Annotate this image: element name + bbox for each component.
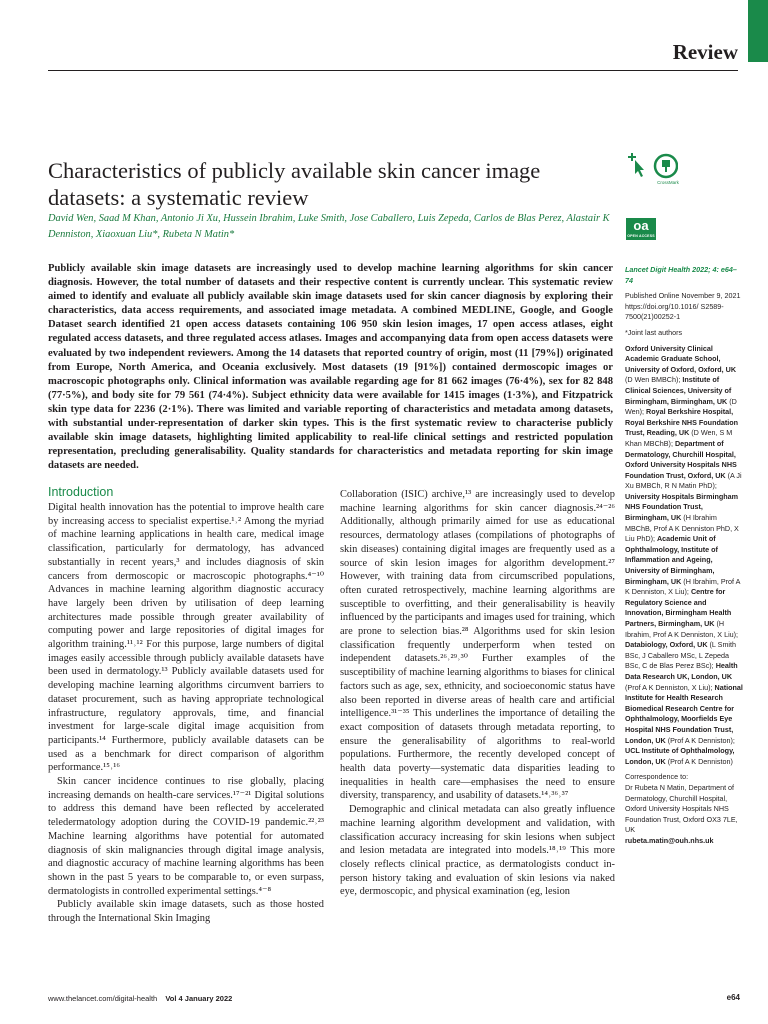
abstract: Publicly available skin image datasets are increasingly used to develop machine learning algorithms for skin cancer diagnosis. However, the total number of datasets and their respective content is currently unclear. This systematic review aimed to identify and evaluate all publicly available skin image datasets used for skin cancer diagnosis by exploring their characteristics, data access requirements, and associated image metadata. A combined MEDLINE, Google, and Google Dataset search identified 21 open access datasets containing 106 950 skin lesion images, 17 open access atlases, eight regulated access datasets, and three regulated access atlases. Images and accompanying data from open access datasets were evaluated by two independent reviewers. Among the 14 datasets that reported country of origin, most (11 [79%]) originated from Europe, North America, and Oceania exclusively. Most datasets (19 [91%]) contained dermoscopic images or macroscopic photographs only. Clinical information was available regarding age for 81 662 images (76·4%), sex for 82 848 (77·5%), and body site for 79 561 (74·4%). Subject ethnicity data were available for 1415 images (1·3%), and Fitzpatrick skin type data for 2236 (2·1%). There was limited and variable reporting of characteristics and metadata among datasets, with substantial under-representation of darker skin types. This is the first systematic review to characterise publicly available skin image datasets, highlighting limited applicability to real-life clinical settings and restricted population representation, precluding generalisability. Quality standards for characteristics and metadata reporting for skin image datasets are needed. (48, 263, 613, 472)
section-heading-introduction: Introduction (48, 485, 114, 499)
crossmark-label: CrossMark (657, 180, 679, 185)
correspondence-address: Dr Rubeta N Matin, Department of Dermatology, Churchill Hospital, Oxford University Hospitals NHS Foundation Trust, Oxford OX3 7LE, UK (625, 782, 738, 835)
correspondence-label: Correspondence to: (625, 772, 689, 782)
footer-journal (48, 994, 232, 1003)
affiliation-people: (Prof A K Denniston); (665, 735, 735, 745)
affiliation-people: (H Ibrahim MBChB, Prof A K Denniston PhD, X Liu PhD); (625, 513, 739, 544)
header-rule (48, 70, 738, 71)
page-number: e64 (726, 993, 740, 1002)
article-title: Characteristics of publicly available skin cancer image datasets: a systematic review (48, 158, 541, 210)
affiliation-people: (D Wen, S M Khan MBChB); (625, 428, 733, 448)
affiliation-name: Oxford University Clinical Academic Graduate School, University of Oxford, Oxford, UK (625, 343, 737, 374)
footer-url[interactable]: www.thelancet.com/digital-health (48, 994, 158, 1003)
affiliation-name: Department of Dermatology, Churchill Hospital, Oxford University Hospitals NHS Foundation Trust, Oxford, UK (625, 438, 737, 480)
affiliation-people: (H Ibrahim, Prof A K Denniston, X Liu); (625, 619, 739, 639)
affiliations (625, 344, 743, 768)
affiliation-name: Databiology, Oxford, UK (625, 640, 708, 650)
section-label: Review (672, 40, 738, 64)
crossmark-icon[interactable] (626, 152, 678, 192)
correspondence-email[interactable]: rubeta.matin@ouh.nhs.uk (625, 835, 714, 845)
body-column-1 (48, 485, 324, 926)
affiliation-people: (Prof A K Denniston) (665, 756, 733, 766)
affiliation-name: University Hospitals Birmingham NHS Foundation Trust, Birmingham, UK (625, 491, 739, 523)
body-paragraph: Collaboration (ISIC) archive,¹³ are increasingly used to develop machine learning algorithms for skin cancer diagnosis.²⁴⁻²⁶ Additionally, although primarily aimed for use as educational resources, dermatology atlases (compilations of photographs of skin diseases) containing digital images are frequently used as a source of skin lesion images for algorithm development.²⁷ However, with training data from circumscribed populations, often curated retrospectively, machine learning algorithms are susceptible to overfitting, and their generalisability is heavily influenced by the participants and images used for training, which are prone to selection bias.²⁸ Algorithms used for skin lesion classification frequently underperform when tested on independent datasets.²⁶˒²⁹˒³⁰ Further examples of the susceptibility of machine learning algorithms to biases for clinical factors such as age, sex, ethnicity, and socioeconomic status have also been reported in diverse areas of health care and artificial intelligence.³¹⁻³⁵ This underlines the importance of detailing the exact composition of datasets through metadata reporting, to ensure the generalisability of algorithms to real-world populations. Furthermore, the recently developed concept of health data poverty—systematic data disparities leading to inequalities in health care—emphasises the need to ensure diversity, transparency, and usability of datasets.¹⁴˒³⁶˒³⁷ (340, 489, 615, 802)
affiliation-people: (D Wen BMBCh); (625, 375, 681, 385)
affiliation-people: (A Ji Xu BMBCh, R N Matin PhD); (625, 470, 742, 491)
affiliation-name: Centre for Regulatory Science and Innovation, Birmingham Health Partners, Birmingham, UK (625, 587, 732, 628)
affiliation-people: (H Ibrahim, Prof A K Denniston, X Liu); (625, 576, 741, 597)
footer-volume: Vol 4 January 2022 (165, 994, 233, 1003)
publication-info: Published Online November 9, 2021 https://doi.org/10.1016/ S2589-7500(21)00252-1 (625, 291, 741, 322)
affiliation-name: Health Data Research UK, London, UK (625, 661, 738, 681)
body-column-2 (340, 488, 615, 899)
oa-text: oa (633, 218, 649, 233)
affiliation-name: UCL Institute of Ophthalmology, London, UK (625, 746, 735, 766)
open-access-badge (626, 218, 656, 240)
body-paragraph: Digital health innovation has the potential to improve health care by increasing access to specialist expertise.¹˒² Among the myriad of machine learning applications in health care, medical image classification, particularly for dermatology, has advanced substantially in recent years,³ and includes diagnosis of skin cancers from dermoscopic or macroscopic photographs.⁴⁻¹⁰ Advances in machine learning algorithm diagnostic accuracy have largely been driven by utilisation of deep learning architectures made possible through greater availability of computing power and large repositories of digital images for algorithm training.¹¹˒¹² For this purpose, large numbers of digital images easily accessible through publicly available datasets have been used in dermatology.¹³ Publicly available datasets used for developing machine learning algorithms circumvent barriers to dataset procurement, such as having appropriate technological infrastructure, regulatory approvals, time, and financial investment for large-scale digital image acquisition from participants.¹⁴ Furthermore, publicly available datasets can be used as a benchmark for direct comparison of algorithm performance.¹⁵˒¹⁶ (48, 502, 324, 774)
joint-authors-note: *Joint last authors (625, 327, 683, 337)
affiliation-people: (L Smith BSc, J Caballero MSc, L Zepeda BSc, C de Blas Perez BSc); (625, 640, 737, 671)
section-color-tab (748, 0, 768, 62)
journal-citation: Lancet Digit Health 2022; 4: e64–74 (625, 265, 737, 285)
affiliation-name: Academic Unit of Ophthalmology, Institute of Inflammation and Ageing, University of Birmingham, Birmingham, UK (625, 534, 718, 586)
affiliation-name: National Institute for Health Research Biomedical Research Centre for Ophthalmology, Moorfields Eye Hospital NHS Foundation Trust, London, UK (625, 682, 743, 745)
affiliation-name: Royal Berkshire Hospital, Royal Berkshire NHS Foundation Trust, Reading, UK (625, 407, 739, 438)
affiliation-people: (D Wen); (625, 396, 737, 417)
correspondence (625, 772, 743, 846)
oa-subtext: OPEN ACCESS (627, 234, 655, 238)
affiliation-people: (Prof A K Denniston, X Liu); (625, 682, 713, 692)
affiliation-name: Institute of Clinical Sciences, University of Birmingham, Birmingham, UK (625, 375, 732, 406)
sidebar (625, 265, 743, 851)
body-paragraph: Publicly available skin image datasets, such as those hosted through the International Skin Imaging (48, 899, 324, 925)
author-list: David Wen, Saad M Khan, Antonio Ji Xu, Hussein Ibrahim, Luke Smith, Jose Caballero, Luis Zepeda, Carlos de Blas Perez, Alastair K Denniston, Xiaoxuan Liu*, Rubeta N Matin* (48, 213, 610, 240)
body-paragraph: Demographic and clinical metadata can also greatly influence machine learning algorithm development and validation, with classification accuracy increasing for skin lesions when subject and lesion metadata are integrated into models.¹⁸˒¹⁹ This more closely reflects clinical practice, as dermatologists conduct in-person history taking and evaluation of skin lesions via naked eye, dermoscopic, and physical examination (eg, lesion (340, 804, 615, 898)
body-paragraph: Skin cancer incidence continues to rise globally, placing increasing demands on health-care services.¹⁷⁻²¹ Digital solutions to address this demand have been reflected by accelerated teledermatology adoption during the COVID-19 pandemic.²²˒²³ Machine learning algorithms have potential for automated diagnosis of skin malignancies through digital image analysis, and diagnostic accuracy of machine learning algorithms has been shown in the past 5 years to be comparable to, or even surpass, dermatologists in controlled experimental settings.⁴⁻⁸ (48, 776, 324, 897)
